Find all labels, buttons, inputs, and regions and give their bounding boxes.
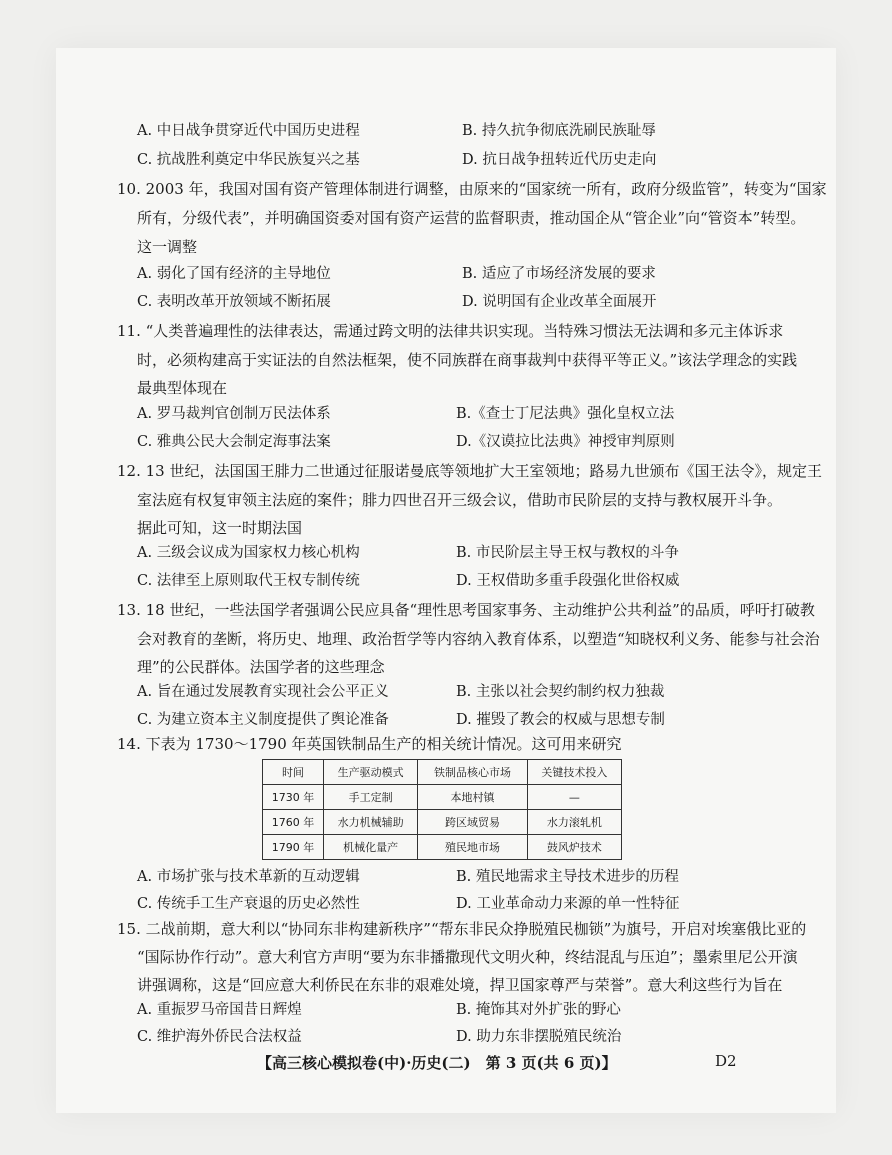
q14-option-b: B. 殖民地需求主导技术进步的历程 (456, 869, 679, 885)
iron-production-table (262, 759, 622, 860)
q12-stem-line2: 室法庭有权复审领主法庭的案件；腓力四世召开三级会议，借助市民阶层的支持与教权展开斗争。 (137, 491, 783, 509)
table-header-row (263, 760, 622, 785)
q10-option-a: A. 弱化了国有经济的主导地位 (137, 266, 331, 282)
table-cell: 1790 年 (263, 835, 324, 860)
q12-option-d: D. 王权借助多重手段强化世俗权威 (456, 573, 680, 589)
q11-option-d: D.《汉谟拉比法典》神授审判原则 (456, 434, 675, 450)
table-cell: 手工定制 (324, 785, 418, 810)
q13-option-c: C. 为建立资本主义制度提供了舆论准备 (137, 712, 389, 728)
table-row (263, 835, 622, 860)
q10-option-c: C. 表明改革开放领域不断拓展 (137, 294, 331, 310)
q15-option-b: B. 掩饰其对外扩张的野心 (456, 1002, 621, 1018)
q11-option-b: B.《查士丁尼法典》强化皇权立法 (456, 406, 675, 422)
table-cell: 机械化量产 (324, 835, 418, 860)
q12-stem-line1: 12. 13 世纪，法国国王腓力二世通过征服诺曼底等领地扩大王室领地；路易九世颁布《国王法令》，规定王 (117, 462, 822, 480)
table-row (263, 785, 622, 810)
table-cell: 本地村镇 (418, 785, 528, 810)
table-cell: 水力机械辅助 (324, 810, 418, 835)
q15-stem-line2: “国际协作行动”。意大利官方声明“要为东非播撒现代文明火种，终结混乱与压迫”；墨索里尼公开演 (137, 948, 798, 966)
q13-stem-line2: 会对教育的垄断，将历史、地理、政治哲学等内容纳入教育体系，以塑造“知晓权利义务、能参与社会治 (137, 630, 820, 648)
table-cell: 1730 年 (263, 785, 324, 810)
q10-stem-line3: 这一调整 (137, 238, 198, 256)
table-header: 时间 (263, 760, 324, 785)
q13-option-b: B. 主张以社会契约制约权力独裁 (456, 684, 665, 700)
q15-option-a: A. 重振罗马帝国昔日辉煌 (137, 1002, 302, 1018)
table-cell: 殖民地市场 (418, 835, 528, 860)
q13-option-a: A. 旨在通过发展教育实现社会公平正义 (137, 684, 389, 700)
q11-stem-line2: 时，必须构建高于实证法的自然法框架，使不同族群在商事裁判中获得平等正义。”该法学理念的实践 (137, 351, 798, 369)
table-cell: 水力滚轧机 (527, 810, 621, 835)
q11-option-c: C. 雅典公民大会制定海事法案 (137, 434, 331, 450)
q9-option-d: D. 抗日战争扭转近代历史走向 (462, 152, 657, 168)
q15-stem-line3: 讲强调称，这是“回应意大利侨民在东非的艰难处境，捍卫国家尊严与荣誉”。意大利这些行为旨在 (137, 976, 783, 994)
table-cell: 鼓风炉技术 (527, 835, 621, 860)
q15-option-d: D. 助力东非摆脱殖民统治 (456, 1029, 622, 1045)
q15-option-c: C. 维护海外侨民合法权益 (137, 1029, 302, 1045)
q15-stem-line1: 15. 二战前期，意大利以“协同东非构建新秩序”“帮东非民众挣脱殖民枷锁”为旗号，开启对埃塞俄比亚的 (117, 920, 807, 938)
q12-option-b: B. 市民阶层主导王权与教权的斗争 (456, 545, 679, 561)
q9-option-b: B. 持久抗争彻底洗刷民族耻辱 (462, 123, 656, 139)
version-code: D2 (715, 1052, 737, 1070)
q10-option-b: B. 适应了市场经济发展的要求 (462, 266, 656, 282)
q14-stem: 14. 下表为 1730～1790 年英国铁制品生产的相关统计情况。这可用来研究 (117, 735, 622, 753)
table-header: 铁制品核心市场 (418, 760, 528, 785)
q11-stem-line3: 最典型体现在 (137, 379, 228, 397)
q14-option-c: C. 传统手工生产衰退的历史必然性 (137, 896, 360, 912)
q14-option-d: D. 工业革命动力来源的单一性特征 (456, 896, 680, 912)
q12-option-a: A. 三级会议成为国家权力核心机构 (137, 545, 360, 561)
table-cell: 跨区域贸易 (418, 810, 528, 835)
q9-option-a: A. 中日战争贯穿近代中国历史进程 (137, 123, 360, 139)
table-header: 关键技术投入 (527, 760, 621, 785)
q13-option-d: D. 摧毁了教会的权威与思想专制 (456, 712, 665, 728)
q13-stem-line3: 理”的公民群体。法国学者的这些理念 (137, 658, 385, 676)
q11-option-a: A. 罗马裁判官创制万民法体系 (137, 406, 331, 422)
q12-option-c: C. 法律至上原则取代王权专制传统 (137, 573, 360, 589)
table-cell: — (527, 785, 621, 810)
q10-stem-line2: 所有，分级代表”，并明确国资委对国有资产运营的监督职责，推动国企从“管企业”向“管资本”转型。 (137, 209, 806, 227)
table-header: 生产驱动模式 (324, 760, 418, 785)
q10-option-d: D. 说明国有企业改革全面展开 (462, 294, 657, 310)
q11-stem-line1: 11. “人类普遍理性的法律表达，需通过跨文明的法律共识实现。当特殊习惯法无法调和多元主体诉求 (117, 322, 784, 340)
q9-option-c: C. 抗战胜利奠定中华民族复兴之基 (137, 152, 360, 168)
q14-option-a: A. 市场扩张与技术革新的互动逻辑 (137, 869, 360, 885)
page-footer: 【高三核心模拟卷(中)·历史(二) 第 3 页(共 6 页)】 (257, 1054, 617, 1072)
table-row (263, 810, 622, 835)
table-cell: 1760 年 (263, 810, 324, 835)
q12-stem-line3: 据此可知，这一时期法国 (137, 519, 303, 537)
q10-stem-line1: 10. 2003 年，我国对国有资产管理体制进行调整，由原来的“国家统一所有，政府分级监管”，转变为“国家 (117, 180, 827, 198)
q13-stem-line1: 13. 18 世纪，一些法国学者强调公民应具备“理性思考国家事务、主动维护公共利益”的品质，呼吁打破教 (117, 601, 815, 619)
